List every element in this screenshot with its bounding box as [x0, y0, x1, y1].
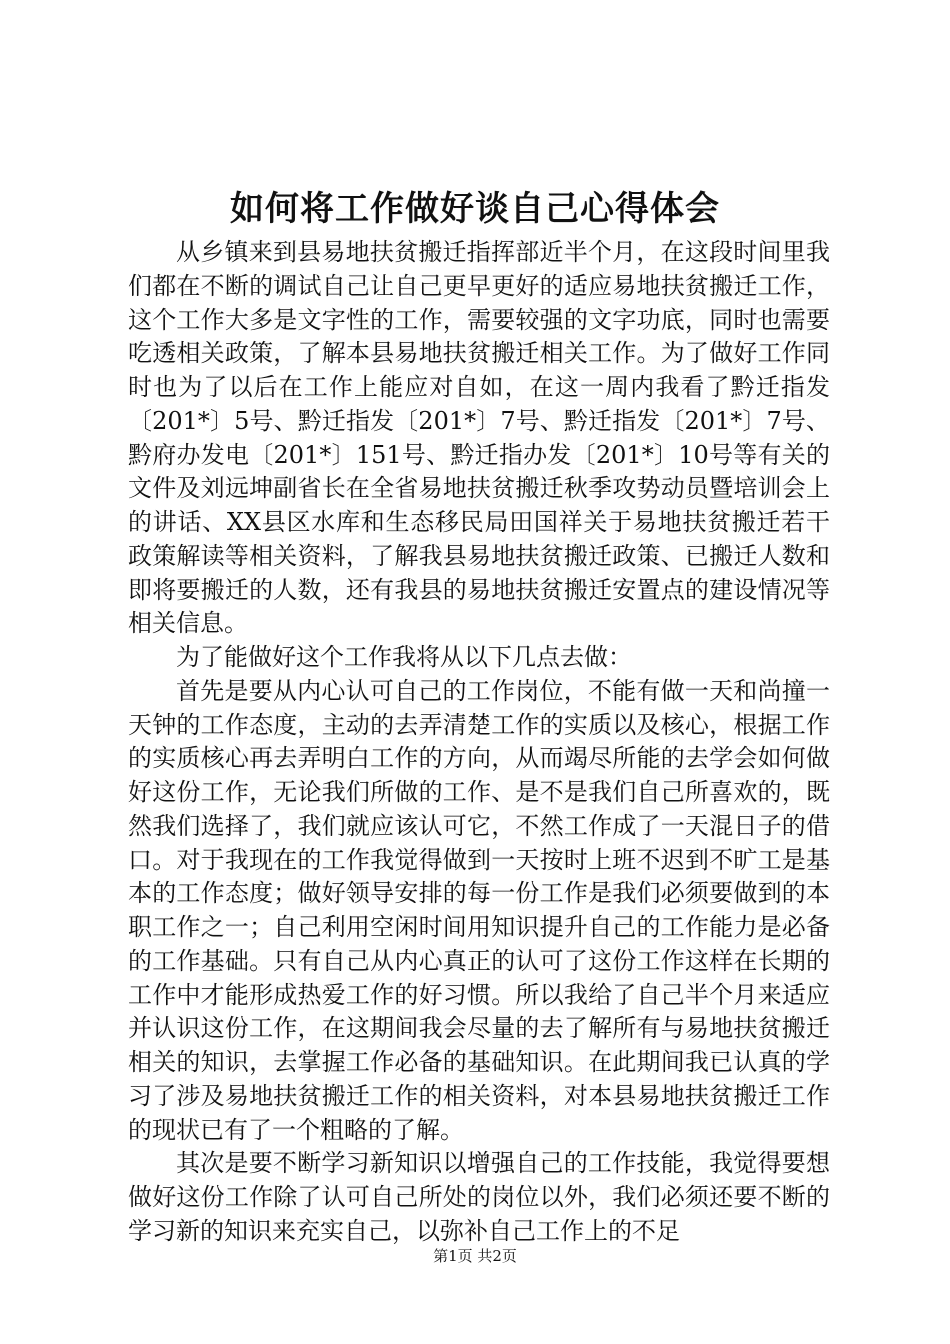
paragraph: 首先是要从内心认可自己的工作岗位，不能有做一天和尚撞一天钟的工作态度，主动的去弄清楚工作的实质以及核心，根据工作的实质核心再去弄明白工作的方向，从而竭尽所能的去学会如何做好这份工作，无论我们所做的工作、是不是我们自己所喜欢的，既然我们选择了，我们就应该认可它，不然工作成了一天混日子的借口。对于我现在的工作我觉得做到一天按时上班不迟到不旷工是基本的工作态度；做好领导安排的每一份工作是我们必须要做到的本职工作之一；自己利用空闲时间用知识提升自己的工作能力是必备的工作基础。只有自己从内心真正的认可了这份工作这样在长期的工作中才能形成热爱工作的好习惯。所以我给了自己半个月来适应并认识这份工作，在这期间我会尽量的去了解所有与易地扶贫搬迁相关的知识，去掌握工作必备的基础知识。在此期间我已认真的学习了涉及易地扶贫搬迁工作的相关资料，对本县易地扶贫搬迁工作的现状已有了一个粗略的了解。: [128, 676, 830, 1144]
page-footer: 第1页 共2页: [433, 1247, 517, 1265]
document-title: 如何将工作做好谈自己心得体会: [230, 189, 720, 229]
paragraph: 从乡镇来到县易地扶贫搬迁指挥部近半个月，在这段时间里我们都在不断的调试自己让自己更早更好的适应易地扶贫搬迁工作，这个工作大多是文字性的工作，需要较强的文字功底，同时也需要吃透相关政策，了解本县易地扶贫搬迁相关工作。为了做好工作同时也为了以后在工作上能应对自如，在这一周内我看了黔迁指发〔201*〕5号、黔迁指发〔201*〕7号、黔迁指发〔201*〕7号、黔府办发电〔201*〕151号、黔迁指办发〔201*〕10号等有关的文件及刘远坤副省长在全省易地扶贫搬迁秋季攻势动员暨培训会上的讲话、XX县区水库和生态移民局田国祥关于易地扶贫搬迁若干政策解读等相关资料，了解我县易地扶贫搬迁政策、已搬迁人数和即将要搬迁的人数，还有我县的易地扶贫搬迁安置点的建设情况等相关信息。: [128, 238, 830, 638]
document-body: [128, 236, 830, 1245]
paragraph: 为了能做好这个工作我将从以下几点去做：: [176, 643, 632, 671]
paragraph: 其次是要不断学习新知识以增强自己的工作技能，我觉得要想做好这份工作除了认可自己所处的岗位以外，我们必须还要不断的学习新的知识来充实自己，以弥补自己工作上的不足: [128, 1149, 830, 1245]
